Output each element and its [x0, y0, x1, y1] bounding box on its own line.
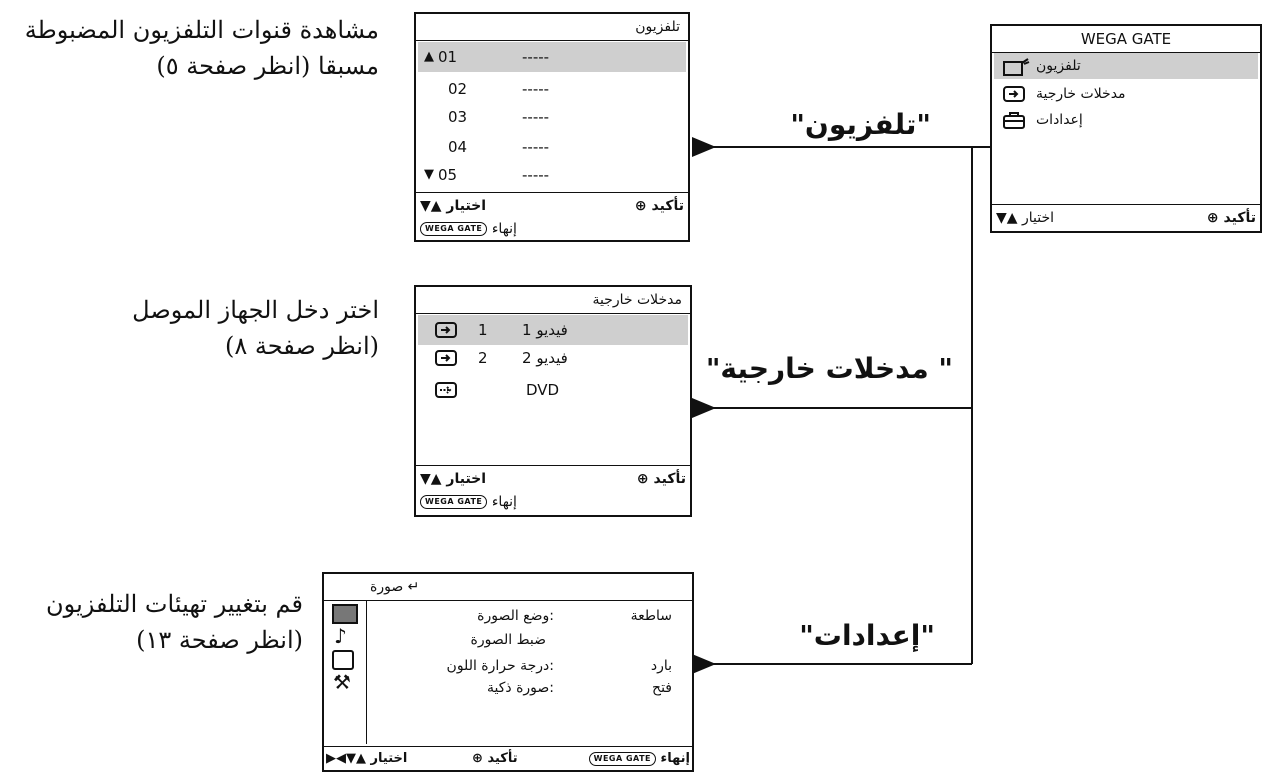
wega-gate-button-icon: WEGA GATE: [420, 495, 487, 509]
channel-name: -----: [522, 108, 550, 126]
label-tv: "تلفزيون": [790, 108, 931, 141]
channel-row-01[interactable]: [418, 42, 686, 72]
channel-number: 05: [438, 166, 458, 184]
tv-footer-confirm: [635, 194, 684, 218]
up-down-icon: ▲▼: [420, 471, 442, 487]
description-tv-line1: مشاهدة قنوات التلفزيون المضبوطة: [24, 16, 379, 44]
picture-category-icon[interactable]: [332, 604, 358, 624]
wega-gate-button-icon: WEGA GATE: [420, 222, 487, 236]
enter-icon: ⊕: [472, 751, 483, 766]
input-name: DVD: [526, 381, 560, 399]
dvd-input-icon: [434, 381, 460, 399]
description-settings-line1: قم بتغيير تهيئات التلفزيون: [46, 590, 303, 618]
tv-footer-select: [420, 194, 486, 218]
channel-number: 04: [448, 138, 468, 156]
picture-row-value: فتح: [652, 680, 672, 696]
picture-footer: [324, 747, 692, 771]
inputs-footer-exit: [420, 490, 517, 514]
channel-row-03[interactable]: [418, 102, 686, 132]
menu-item-tv-label: تلفزيون: [1036, 58, 1081, 74]
channel-number: 03: [448, 108, 468, 126]
four-way-arrows-icon: ▲▼◀▶: [326, 751, 366, 766]
description-tv: [25, 12, 379, 84]
tv-footer-confirm-label: تأكيد: [651, 198, 684, 214]
input-number: 1: [478, 321, 488, 339]
channel-name: -----: [522, 80, 550, 98]
enter-icon: ⊕: [1206, 210, 1219, 226]
description-tv-line2: مسبقا (انظر صفحة ٥): [156, 52, 379, 80]
channel-name: -----: [522, 48, 550, 66]
picture-row-value: بارد: [650, 658, 672, 674]
description-inputs-line2: (انظر صفحة ٨): [224, 332, 379, 360]
menu-item-settings-label: إعدادات: [1036, 112, 1083, 128]
picture-row-color-temp[interactable]: [370, 654, 688, 678]
wega-footer-confirm: [1207, 206, 1256, 230]
menu-item-inputs-label: مدخلات خارجية: [1036, 86, 1126, 102]
inputs-footer-exit-row: [416, 490, 690, 514]
inputs-footer-select-label: اختيار: [446, 471, 487, 487]
input-row-video1[interactable]: [418, 315, 688, 345]
picture-row-value: ساطعة: [630, 608, 672, 624]
channel-name: -----: [522, 138, 550, 156]
picture-footer-confirm: [472, 747, 518, 771]
tv-footer-exit: [420, 217, 517, 241]
settings-category-sidebar: [324, 600, 367, 744]
wega-footer-divider: [992, 204, 1260, 205]
input-number: 2: [478, 349, 488, 367]
inputs-menu-title: مدخلات خارجية: [416, 287, 690, 314]
picture-row-adjust[interactable]: [370, 628, 688, 652]
inputs-footer-confirm: [637, 467, 686, 491]
inputs-footer-select: [420, 467, 486, 491]
enter-icon: ⊕: [634, 198, 647, 214]
picture-menu-title: صورة: [370, 579, 404, 595]
setup-category-icon[interactable]: [332, 650, 354, 670]
tv-icon: [1002, 57, 1030, 77]
inputs-footer-confirm-label: تأكيد: [653, 471, 686, 487]
inputs-footer-exit-label: إنهاء: [491, 494, 517, 510]
menu-item-tv[interactable]: [994, 53, 1258, 79]
picture-footer-confirm-label: تأكيد: [487, 751, 518, 766]
tv-footer-exit-row: [416, 217, 688, 241]
wega-gate-menu: [990, 24, 1262, 233]
picture-row-label: ضبط الصورة: [470, 632, 546, 648]
picture-footer-select: [326, 747, 407, 771]
description-inputs-line1: اختر دخل الجهاز الموصل: [132, 296, 379, 324]
inputs-footer: [416, 467, 690, 491]
input-row-dvd[interactable]: [418, 375, 688, 405]
channel-number: 02: [448, 80, 468, 98]
wega-footer-confirm-label: تأكيد: [1223, 210, 1256, 226]
menu-item-inputs[interactable]: [994, 81, 1258, 107]
channel-row-04[interactable]: [418, 132, 686, 162]
wega-footer-select: [996, 206, 1054, 230]
channel-name: -----: [522, 166, 550, 184]
tv-footer-exit-label: إنهاء: [491, 221, 517, 237]
channel-row-02[interactable]: [418, 74, 686, 104]
wega-footer-select-label: اختيار: [1022, 210, 1055, 226]
arrow-up-icon: ▲: [424, 49, 434, 64]
description-settings: [46, 586, 303, 658]
label-inputs: " مدخلات خارجية": [705, 352, 953, 385]
picture-row-mode[interactable]: [370, 604, 688, 628]
picture-menu-header: [324, 574, 692, 601]
input-icon: [434, 321, 460, 339]
inputs-footer-divider: [416, 465, 690, 466]
wega-gate-title: WEGA GATE: [992, 26, 1260, 53]
picture-footer-exit-label: إنهاء: [660, 751, 690, 766]
sound-category-icon[interactable]: ♪: [334, 624, 347, 648]
wrench-icon[interactable]: ⚒: [333, 670, 351, 694]
label-settings: "إعدادات": [799, 619, 935, 652]
picture-row-label: :صورة ذكية: [486, 680, 554, 696]
input-row-video2[interactable]: [418, 343, 688, 373]
up-down-icon: ▲▼: [420, 198, 442, 214]
picture-footer-exit: [589, 747, 690, 771]
input-name: فيديو 2: [522, 349, 568, 367]
tv-footer-divider: [416, 192, 688, 193]
picture-settings-menu: [322, 572, 694, 772]
tv-footer-select-label: اختيار: [446, 198, 487, 214]
input-icon: [434, 349, 460, 367]
picture-row-smart[interactable]: [370, 676, 688, 700]
wega-gate-button-icon: WEGA GATE: [589, 752, 656, 766]
tv-channel-menu: [414, 12, 690, 242]
menu-item-settings[interactable]: [994, 107, 1258, 133]
description-settings-line2: (انظر صفحة ١٣): [136, 626, 303, 654]
enter-icon: ⊕: [636, 471, 649, 487]
arrow-down-icon: ▼: [424, 167, 434, 182]
return-icon: ↵: [407, 579, 420, 595]
picture-row-label: :وضع الصورة: [477, 608, 554, 624]
up-down-icon: ▲▼: [996, 210, 1018, 226]
description-inputs: [132, 292, 379, 364]
toolbox-icon: [1002, 110, 1028, 130]
picture-footer-select-label: اختيار: [370, 751, 408, 766]
wega-footer: [992, 206, 1260, 230]
input-name: فيديو 1: [522, 321, 568, 339]
tv-footer: [416, 194, 688, 218]
external-inputs-menu: [414, 285, 692, 517]
picture-row-label: :درجة حرارة اللون: [446, 658, 554, 674]
tv-menu-title: تلفزيون: [416, 14, 688, 41]
channel-number: 01: [438, 48, 458, 66]
channel-row-05[interactable]: [418, 160, 686, 190]
input-icon: [1002, 85, 1028, 103]
